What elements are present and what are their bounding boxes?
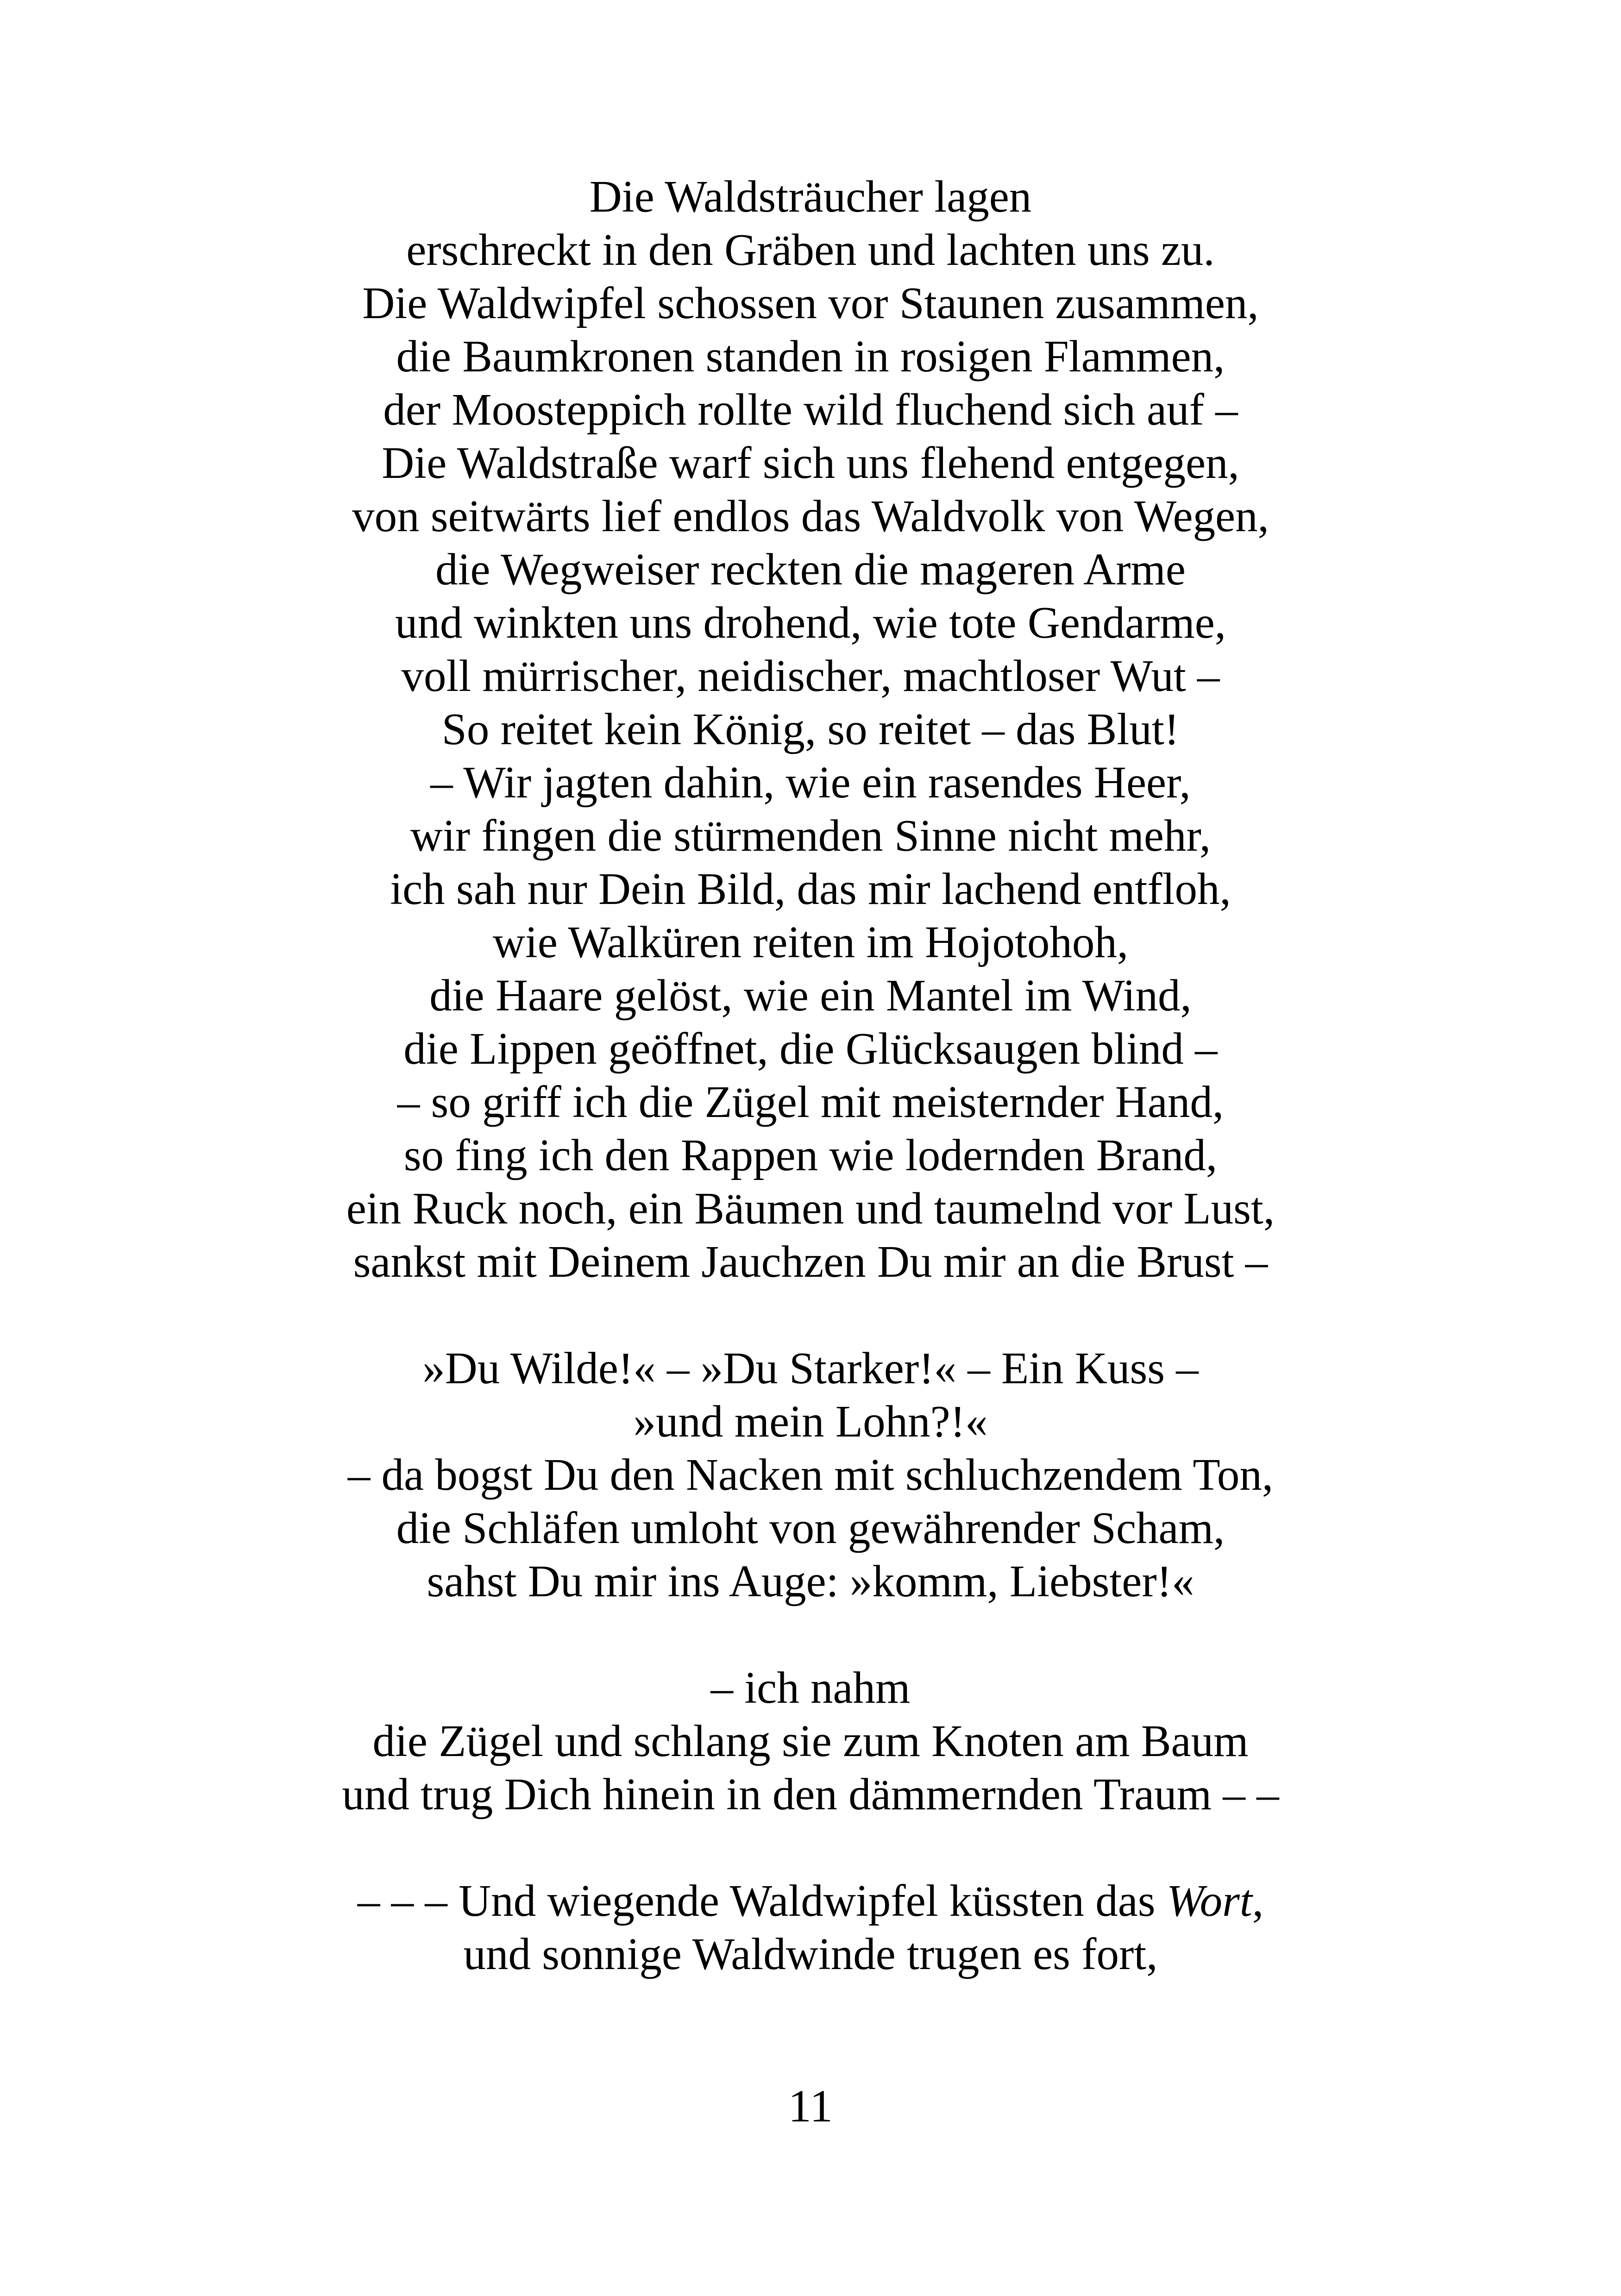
poem-line: wie Walküren reiten im Hojotohoh,: [492, 917, 1129, 967]
poem-line: die Schläfen umloht von gewährender Scham,: [396, 1503, 1225, 1553]
poem-line: und trug Dich hinein in den dämmernden Traum – –: [342, 1769, 1279, 1819]
poem-line: ich sah nur Dein Bild, das mir lachend entfloh,: [390, 864, 1231, 914]
poem-line: Die Waldsträucher lagen: [589, 172, 1032, 221]
poem-text-block: [0, 170, 1621, 2034]
line-text-before-emphasis: – – – Und wiegende Waldwipfel küssten das: [357, 1876, 1167, 1926]
stanza-1: [0, 170, 1621, 1288]
poem-line: So reitet kein König, so reitet – das Blut!: [441, 704, 1180, 754]
poem-line: voll mürrischer, neidischer, machtloser Wut –: [401, 651, 1220, 701]
poem-line: und sonnige Waldwinde trugen es fort,: [463, 1929, 1158, 1979]
poem-line: – da bogst Du den Nacken mit schluchzendem Ton,: [347, 1450, 1274, 1499]
poem-line: Die Waldwipfel schossen vor Staunen zusammen,: [362, 278, 1259, 328]
poem-line: die Zügel und schlang sie zum Knoten am Baum: [372, 1716, 1249, 1766]
poem-line: – ich nahm: [710, 1663, 911, 1713]
poem-line: der Moosteppich rollte wild fluchend sich auf –: [383, 385, 1238, 434]
stanza-3: [0, 1661, 1621, 1821]
poem-line: die Wegweiser reckten die mageren Arme: [435, 545, 1186, 594]
stanza-2: [0, 1342, 1621, 1608]
poem-line: – so griff ich die Zügel mit meisternder Hand,: [397, 1077, 1224, 1127]
poem-line: sankst mit Deinem Jauchzen Du mir an die Brust –: [353, 1237, 1268, 1286]
poem-line: die Haare gelöst, wie ein Mantel im Wind,: [429, 971, 1192, 1020]
poem-line: – Wir jagten dahin, wie ein rasendes Heer,: [430, 758, 1191, 807]
stanza-4: [0, 1874, 1621, 1981]
page-number: 11: [788, 2080, 833, 2132]
poem-line: »und mein Lohn?!«: [633, 1397, 988, 1446]
poem-line: [0, 1874, 1621, 1927]
poem-line: sahst Du mir ins Auge: »komm, Liebster!«: [427, 1556, 1194, 1606]
poem-line: erschreckt in den Gräben und lachten uns zu.: [406, 225, 1215, 275]
poem-line: und winkten uns drohend, wie tote Gendarme,: [395, 598, 1226, 647]
poem-line: Die Waldstraße warf sich uns flehend entgegen,: [382, 438, 1239, 488]
poem-line: wir fingen die stürmenden Sinne nicht mehr,: [410, 811, 1211, 860]
poem-line: so fing ich den Rappen wie lodernden Brand,: [403, 1130, 1218, 1180]
emphasized-word: Wort: [1166, 1876, 1252, 1926]
poem-line: ein Ruck noch, ein Bäumen und taumelnd vor Lust,: [346, 1184, 1275, 1233]
poem-line: die Baumkronen standen in rosigen Flammen,: [396, 332, 1225, 381]
line-text-after-emphasis: ,: [1252, 1876, 1264, 1926]
poem-line: von seitwärts lief endlos das Waldvolk von Wegen,: [352, 491, 1269, 541]
poem-line: die Lippen geöffnet, die Glücksaugen blind –: [403, 1024, 1218, 1073]
poem-line: »Du Wilde!« – »Du Starker!« – Ein Kuss –: [422, 1343, 1199, 1393]
